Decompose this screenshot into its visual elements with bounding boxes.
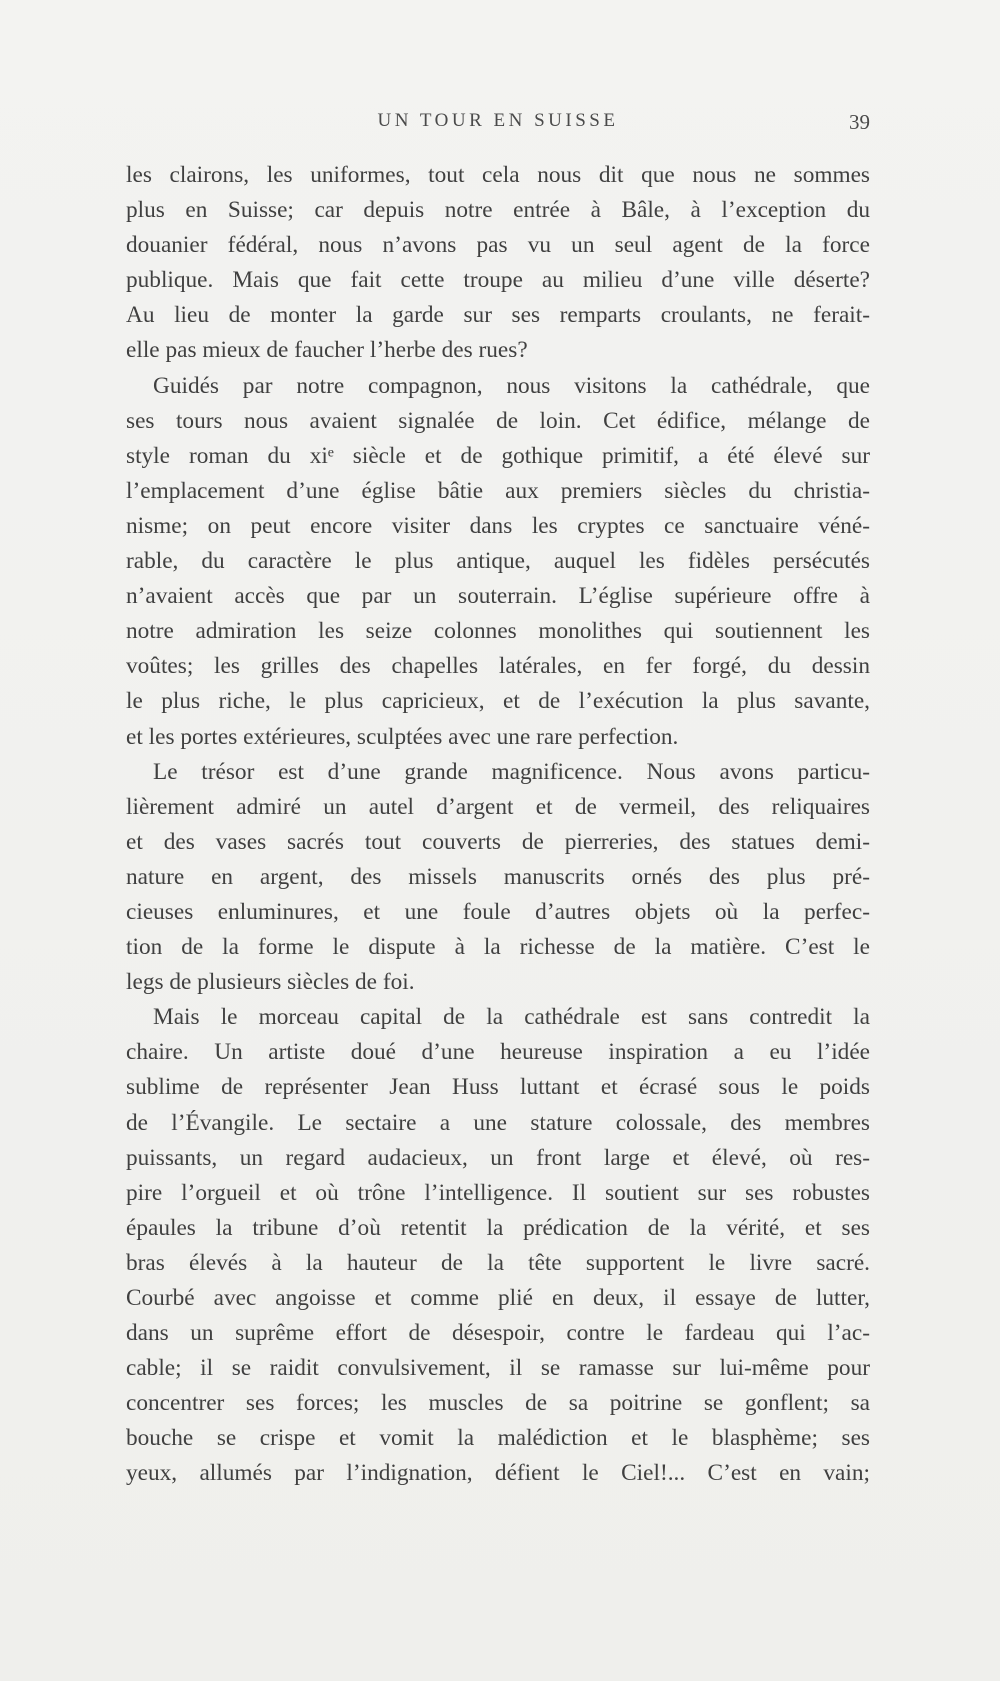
text-line: Mais le morceau capital de la cathédrale est sans contredit la <box>153 1004 870 1031</box>
text-line: nisme; on peut encore visiter dans les cryptes ce sanctuaire véné- <box>126 512 870 539</box>
text-line: les clairons, les uniformes, tout cela nous dit que nous ne sommes <box>126 162 870 188</box>
text-line: notre admiration les seize colonnes monolithes qui soutiennent les <box>126 618 870 645</box>
text-line: plus en Suisse; car depuis notre entrée à Bâle, à l’exception du <box>126 197 870 224</box>
text-line: l’emplacement d’une église bâtie aux premiers siècles du christia- <box>126 477 870 504</box>
text-line: cable; il se raidit convulsivement, il se ramasse sur lui-même pour <box>126 1355 870 1382</box>
text-line: bras élevés à la hauteur de la tête supportent le livre sacré. <box>126 1249 870 1276</box>
text-line: Courbé avec angoisse et comme plié en deux, il essaye de lutter, <box>126 1285 870 1311</box>
text-line: pire l’orgueil et où trône l’intelligence. Il soutient sur ses robustes <box>126 1179 870 1206</box>
running-head <box>126 110 870 140</box>
text-line: concentrer ses forces; les muscles de sa poitrine se gonflent; sa <box>126 1390 870 1417</box>
text-line: et des vases sacrés tout couverts de pierreries, des statues demi- <box>126 828 870 855</box>
text-line: Au lieu de monter la garde sur ses remparts croulants, ne ferait- <box>126 302 870 329</box>
text-line: rable, du caractère le plus antique, auquel les fidèles persécutés <box>126 548 870 575</box>
text-line: dans un suprême effort de désespoir, contre le fardeau qui l’ac- <box>126 1320 870 1347</box>
text-line: Le trésor est d’une grande magnificence. Nous avons particu- <box>153 758 870 785</box>
text-line: bouche se crispe et vomit la malédiction et le blasphème; ses <box>126 1425 870 1452</box>
text-line: legs de plusieurs siècles de foi. <box>126 969 415 996</box>
text-line: de l’Évangile. Le sectaire a une stature colossale, des membres <box>126 1109 870 1136</box>
text-line: style roman du xiᵉ siècle et de gothique primitif, a été élevé sur <box>126 442 870 469</box>
text-line: et les portes extérieures, sculptées avec une rare perfection. <box>126 723 679 750</box>
text-line: chaire. Un artiste doué d’une heureuse inspiration a eu l’idée <box>126 1039 870 1066</box>
text-line: tion de la forme le dispute à la richesse de la matière. C’est le <box>126 934 870 961</box>
text-line: voûtes; les grilles des chapelles latérales, en fer forgé, du dessin <box>126 653 870 680</box>
text-line: sublime de représenter Jean Huss luttant et écrasé sous le poids <box>126 1074 870 1101</box>
text-line: yeux, allumés par l’indignation, défient le Ciel!... C’est en vain; <box>126 1460 870 1487</box>
text-line: nature en argent, des missels manuscrits ornés des plus pré- <box>126 863 870 890</box>
running-title: UN TOUR EN SUISSE <box>377 110 619 131</box>
text-line: douanier fédéral, nous n’avons pas vu un seul agent de la force <box>126 232 870 259</box>
text-line: le plus riche, le plus capricieux, et de l’exécution la plus savante, <box>126 688 870 715</box>
body-text <box>126 158 870 1492</box>
text-line: cieuses enluminures, et une foule d’autres objets où la perfec- <box>126 898 870 925</box>
text-line: ses tours nous avaient signalée de loin. Cet édifice, mélange de <box>126 407 870 434</box>
page-number: 39 <box>849 110 870 134</box>
text-line: Guidés par notre compagnon, nous visitons la cathédrale, que <box>153 372 870 399</box>
text-line: lièrement admiré un autel d’argent et de vermeil, des reliquaires <box>126 793 870 820</box>
text-line: puissants, un regard audacieux, un front large et élevé, où res- <box>126 1144 870 1171</box>
text-line: publique. Mais que fait cette troupe au milieu d’une ville déserte? <box>126 267 870 294</box>
text-line: n’avaient accès que par un souterrain. L’église supérieure offre à <box>126 583 870 610</box>
text-line: elle pas mieux de faucher l’herbe des rues? <box>126 337 528 364</box>
text-line: épaules la tribune d’où retentit la prédication de la vérité, et ses <box>126 1214 870 1241</box>
